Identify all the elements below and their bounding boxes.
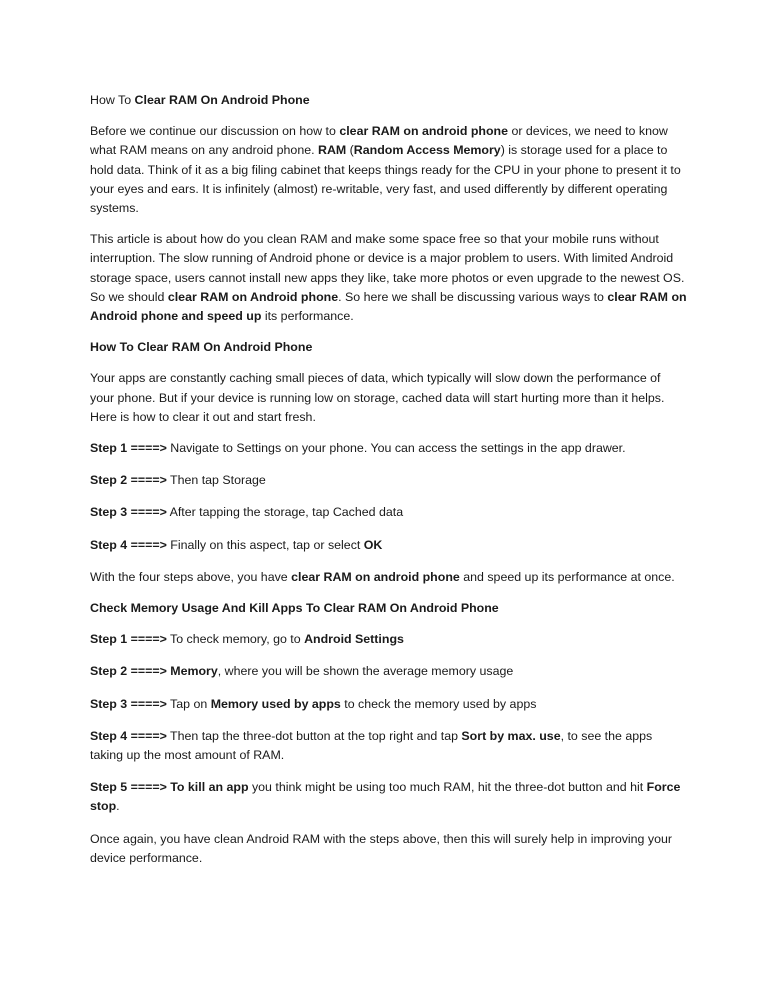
caching-paragraph: Your apps are constantly caching small pieces of data, which typically will slow down the performance of your phone. But if your device is running low on storage, cached data will start hurting more than it helps. Here is how to clear it out and start fresh. bbox=[90, 371, 665, 424]
memory-step-3: Step 3 ====> Tap on Memory used by apps to check the memory used by apps bbox=[90, 696, 537, 711]
cache-step-2: Step 2 ====> Then tap Storage bbox=[90, 473, 266, 488]
section-heading-clear-ram: How To Clear RAM On Android Phone bbox=[90, 340, 313, 355]
intro-paragraph: Before we continue our discussion on how to clear RAM on android phone or devices, we need to know what RAM means on any android phone. RAM (Random Access Memory) is storage used for a place to hold data. Think of it as a big filing cabinet that keeps things ready for the CPU in your phone to present it to your eyes and ears. It is infinitely (almost) re-writable, very fast, and used differently by different operating systems. bbox=[90, 124, 681, 216]
cache-step-1: Step 1 ====> Navigate to Settings on your phone. You can access the settings in the app drawer. bbox=[90, 441, 626, 456]
section-heading-memory-usage: Check Memory Usage And Kill Apps To Clear RAM On Android Phone bbox=[90, 601, 499, 616]
cache-step-4: Step 4 ====> Finally on this aspect, tap or select OK bbox=[90, 537, 383, 552]
article-paragraph: This article is about how do you clean RAM and make some space free so that your mobile runs without interruption. The slow running of Android phone or device is a major problem to users. With limited Android storage space, users cannot install new apps they like, take more photos or even upgrade to the newest OS. So we should clear RAM on Android phone. So here we shall be discussing various ways to clear RAM on Android phone and speed up its performance. bbox=[90, 232, 687, 324]
memory-step-5: Step 5 ====> To kill an app you think might be using too much RAM, hit the three-dot button and hit Force stop. bbox=[90, 780, 681, 814]
summary-paragraph-1: With the four steps above, you have clear RAM on android phone and speed up its performance at once. bbox=[90, 569, 675, 584]
cache-step-3: Step 3 ====> After tapping the storage, tap Cached data bbox=[90, 505, 404, 520]
summary-paragraph-2: Once again, you have clean Android RAM with the steps above, then this will surely help in improving your device performance. bbox=[90, 831, 672, 865]
document-title: How To Clear RAM On Android Phone bbox=[90, 93, 310, 107]
memory-step-1: Step 1 ====> To check memory, go to Android Settings bbox=[90, 632, 404, 647]
memory-step-2: Step 2 ====> Memory, where you will be shown the average memory usage bbox=[90, 664, 514, 679]
memory-step-4: Step 4 ====> Then tap the three-dot button at the top right and tap Sort by max. use, to see the apps taking up the most amount of RAM. bbox=[90, 728, 653, 763]
